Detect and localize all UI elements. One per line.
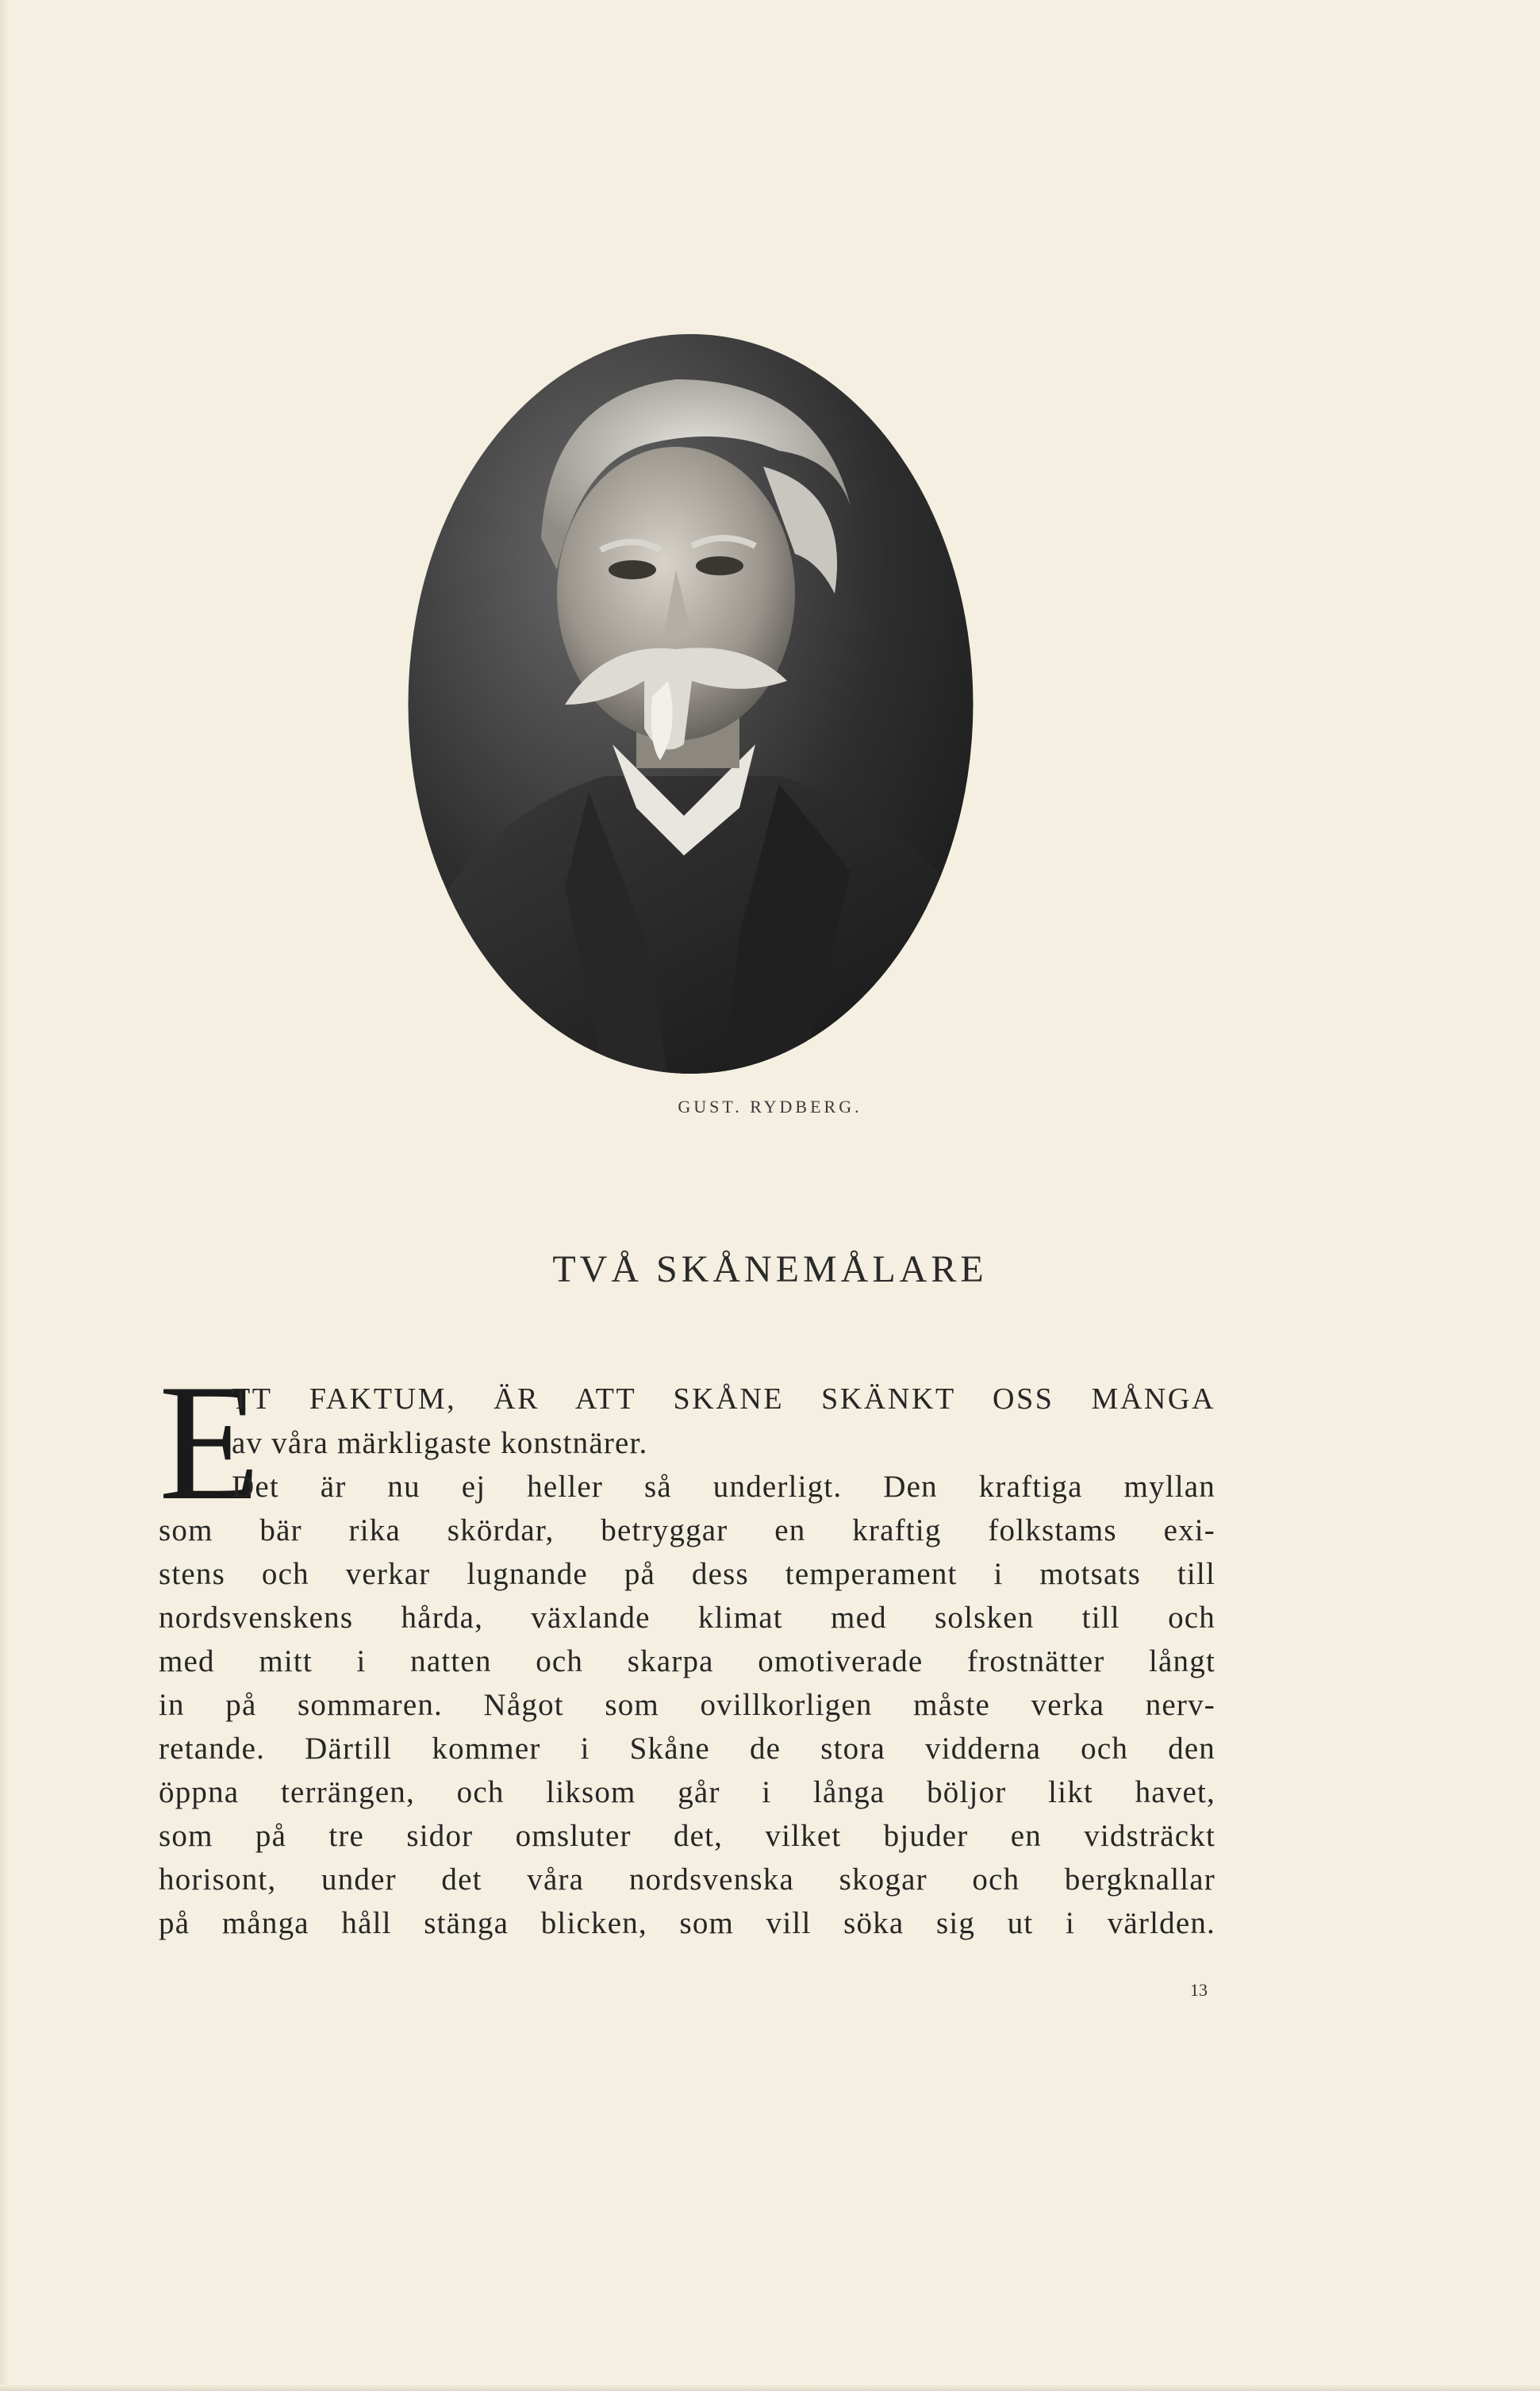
article-title: TVÅ SKÅNEMÅLARE bbox=[552, 1248, 988, 1290]
page-number: 13 bbox=[1190, 1980, 1208, 2000]
text-line: öppna terrängen, och liksom går i långa böljor likt havet, bbox=[159, 1775, 1215, 1809]
drop-cap: E bbox=[159, 1351, 261, 1535]
page-edge-bottom bbox=[0, 2385, 1540, 2391]
text-line: på många håll stänga blicken, som vill söka sig ut i världen. bbox=[159, 1906, 1215, 1940]
text-line: nordsvenskens hårda, växlande klimat med solsken till och bbox=[159, 1601, 1215, 1635]
oval-portrait-photo-icon bbox=[406, 332, 975, 1076]
text-line: in på sommaren. Något som ovillkorligen måste verka nerv- bbox=[159, 1688, 1215, 1722]
text-line: som på tre sidor omsluter det, vilket bjuder en vidsträckt bbox=[159, 1819, 1215, 1853]
text-line: stens och verkar lugnande på dess temperament i motsats till bbox=[159, 1557, 1215, 1591]
portrait-photo bbox=[406, 332, 975, 1076]
text-line: retande. Därtill kommer i Skåne de stora vidderna och den bbox=[159, 1732, 1215, 1766]
text-line: Det är nu ej heller så underligt. Den kraftiga myllan bbox=[232, 1470, 1215, 1504]
page-edge bbox=[0, 0, 8, 2391]
article-body bbox=[159, 1378, 1215, 1945]
text-line: som bär rika skördar, betryggar en kraftig folkstams exi- bbox=[159, 1513, 1215, 1547]
text-line: av våra märkligaste konstnärer. bbox=[232, 1426, 648, 1460]
text-line: med mitt i natten och skarpa omotiverade frostnätter långt bbox=[159, 1644, 1215, 1678]
photo-caption: GUST. RYDBERG. bbox=[678, 1097, 862, 1117]
text-line: TT FAKTUM, ÄR ATT SKÅNE SKÄNKT OSS MÅNGA bbox=[232, 1382, 1215, 1416]
text-line: horisont, under det våra nordsvenska skogar och bergknallar bbox=[159, 1862, 1215, 1897]
